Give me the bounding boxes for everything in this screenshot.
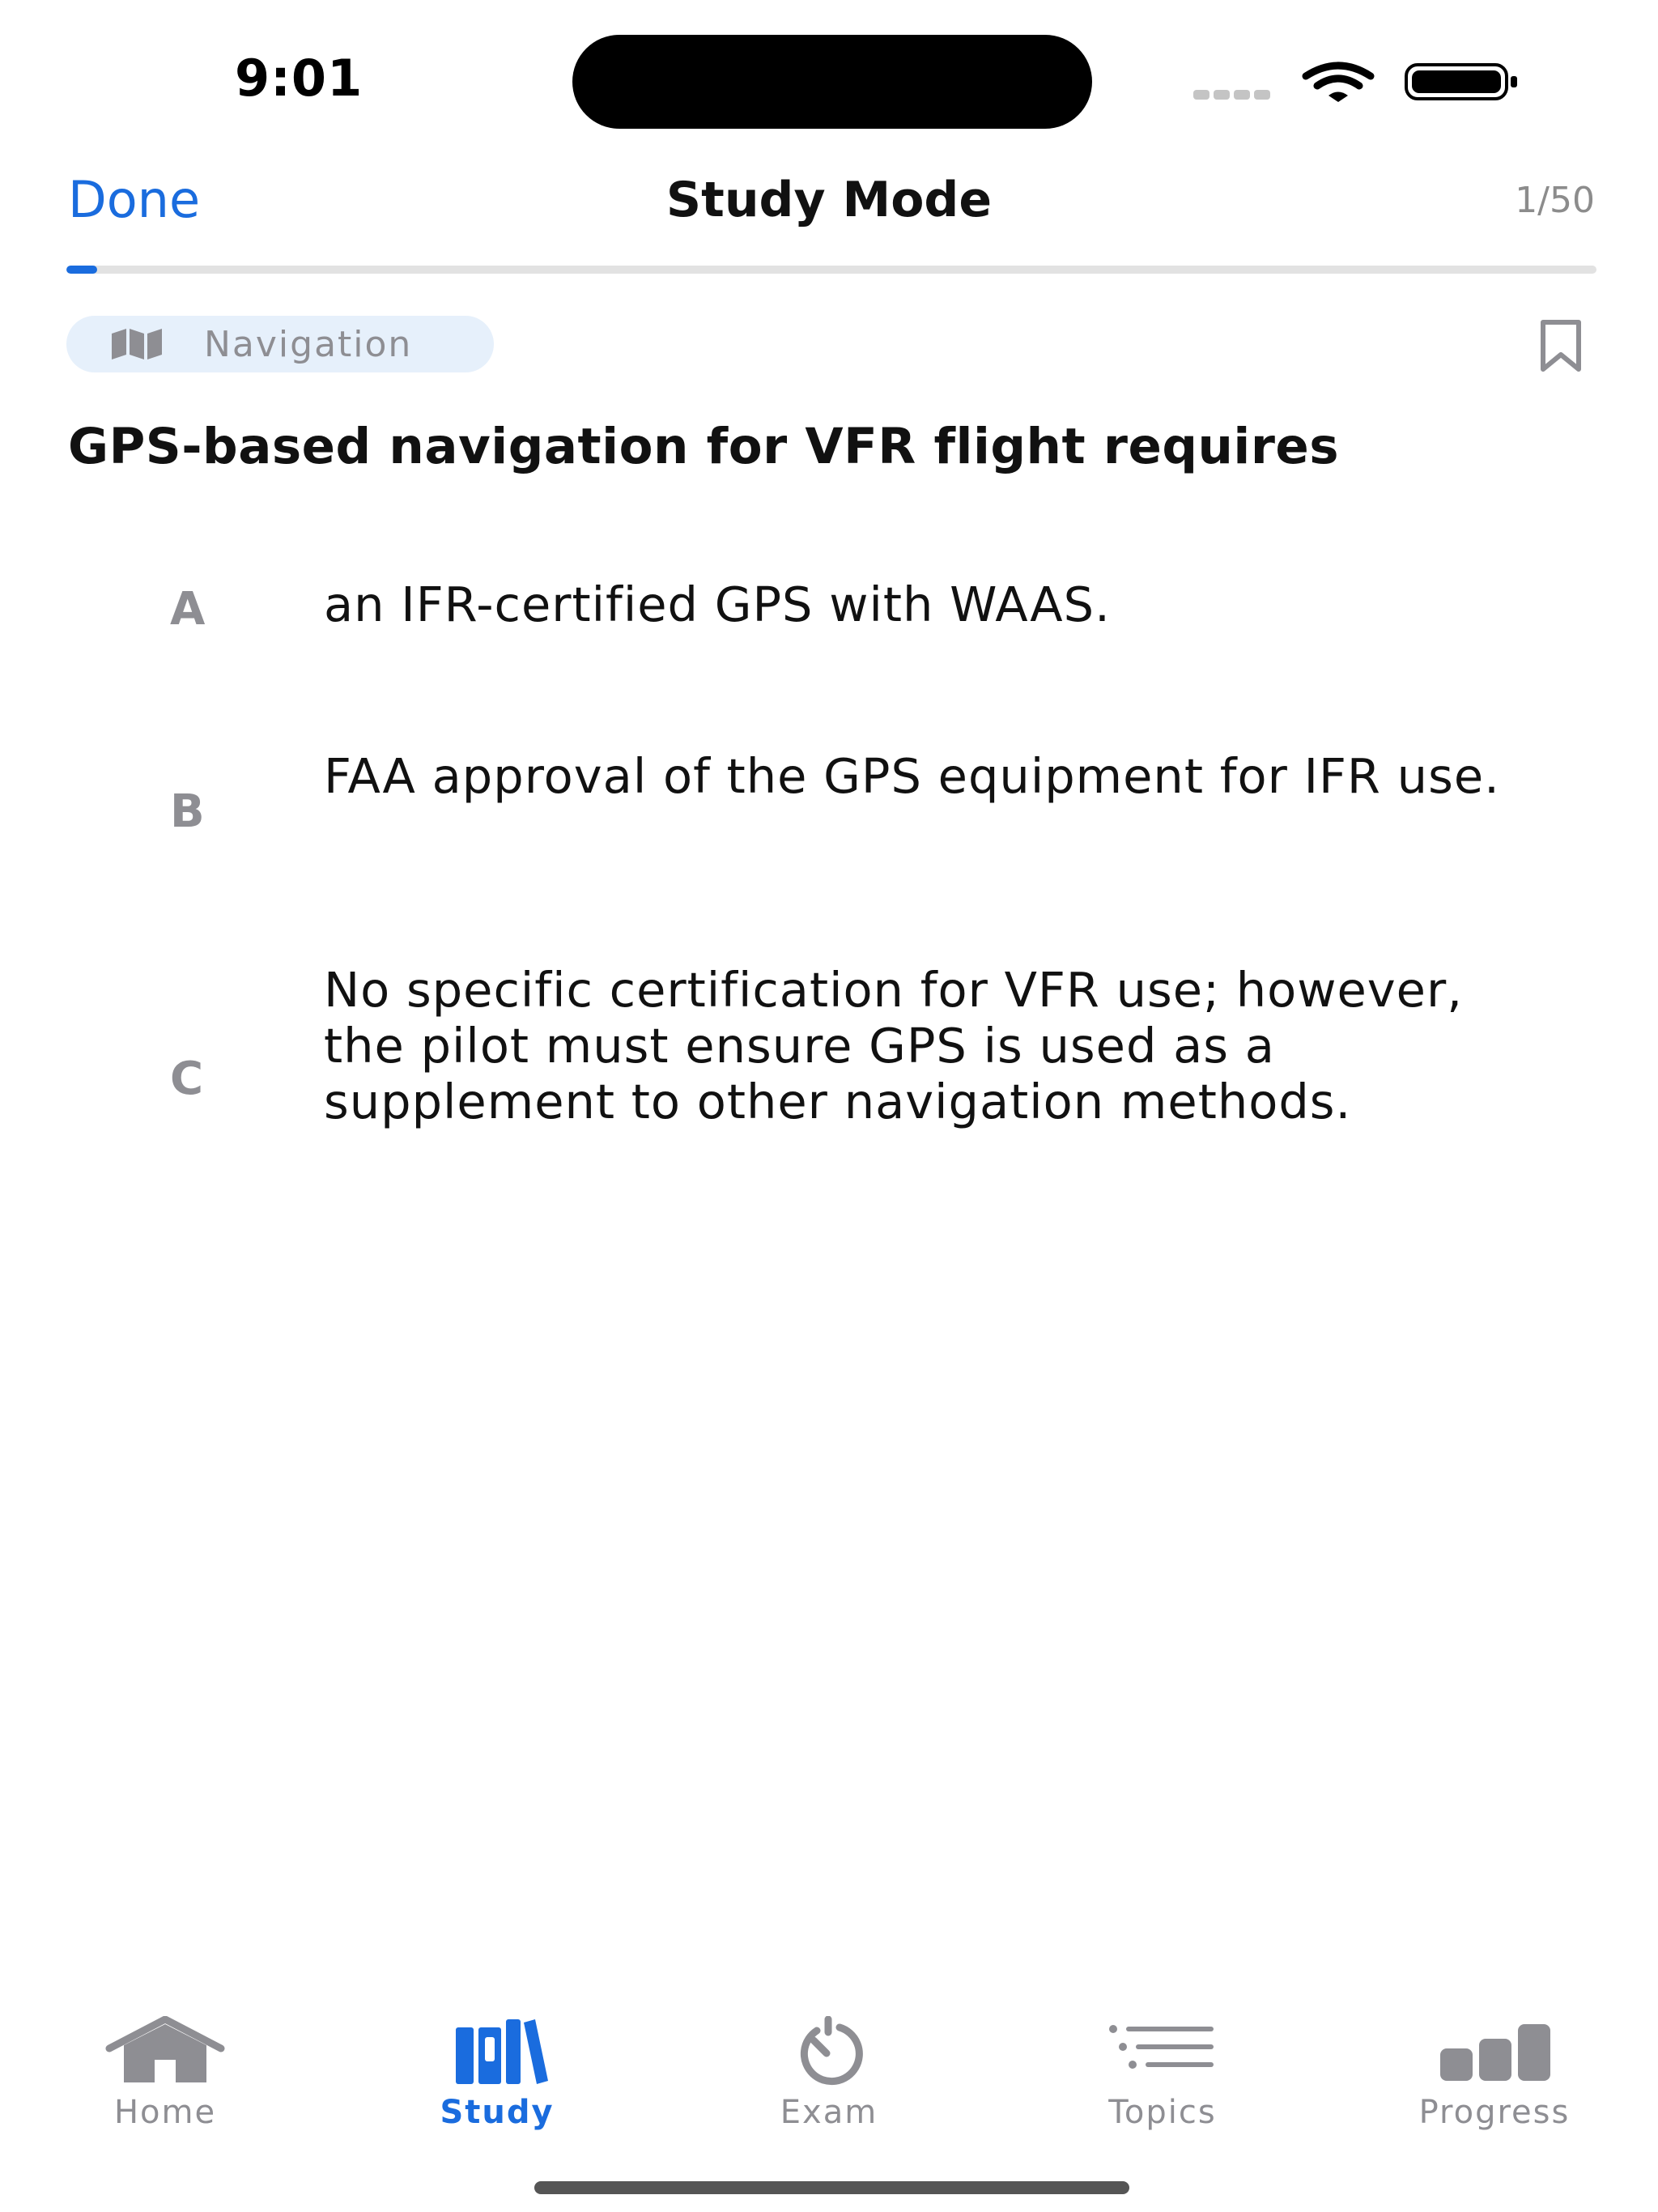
question-counter: 1/50 bbox=[1515, 180, 1595, 221]
answer-text: an IFR-certified GPS with WAAS. bbox=[324, 576, 1111, 632]
home-icon bbox=[104, 2016, 226, 2086]
tab-topics[interactable] bbox=[1057, 2016, 1268, 2131]
answer-letter: B bbox=[170, 785, 205, 838]
answer-text: No specific certification for VFR use; however, the pilot must ensure GPS is used as a supplement to other navigation methods. bbox=[324, 962, 1463, 1129]
tab-exam[interactable] bbox=[724, 2016, 934, 2131]
bar-chart-icon bbox=[1434, 2016, 1555, 2086]
progress-bar-fill bbox=[66, 266, 97, 274]
answer-letter: A bbox=[170, 583, 206, 636]
timer-icon bbox=[768, 2016, 890, 2086]
page-title: Study Mode bbox=[665, 172, 993, 228]
tab-label: Exam bbox=[780, 2094, 878, 2131]
wifi-icon bbox=[1302, 62, 1375, 102]
tab-label: Home bbox=[113, 2094, 217, 2131]
answer-letter: C bbox=[170, 1053, 204, 1105]
progress-bar bbox=[66, 266, 1596, 274]
tab-progress[interactable] bbox=[1389, 2016, 1600, 2131]
list-icon bbox=[1102, 2016, 1223, 2086]
books-icon bbox=[436, 2016, 558, 2086]
answer-option-c[interactable] bbox=[0, 962, 1658, 1189]
tab-study[interactable] bbox=[392, 2016, 602, 2131]
category-label: Navigation bbox=[204, 324, 413, 365]
map-icon bbox=[110, 329, 164, 359]
answer-option-a[interactable] bbox=[0, 576, 1658, 641]
answer-option-b[interactable] bbox=[0, 748, 1658, 861]
tab-label: Progress bbox=[1418, 2094, 1571, 2131]
bookmark-icon[interactable] bbox=[1535, 317, 1587, 374]
tab-label: Topics bbox=[1108, 2094, 1217, 2131]
status-time: 9:01 bbox=[235, 49, 363, 108]
home-indicator bbox=[534, 2181, 1129, 2194]
category-badge bbox=[66, 316, 494, 372]
done-button[interactable]: Done bbox=[68, 170, 201, 229]
tab-home[interactable] bbox=[60, 2016, 270, 2131]
battery-icon bbox=[1405, 63, 1520, 100]
cellular-signal-icon bbox=[1193, 87, 1274, 99]
dynamic-island bbox=[572, 35, 1092, 129]
tab-label: Study bbox=[440, 2094, 555, 2131]
question-text: GPS-based navigation for VFR flight requires bbox=[68, 418, 1340, 475]
answer-text: FAA approval of the GPS equipment for IFR use. bbox=[324, 748, 1500, 804]
